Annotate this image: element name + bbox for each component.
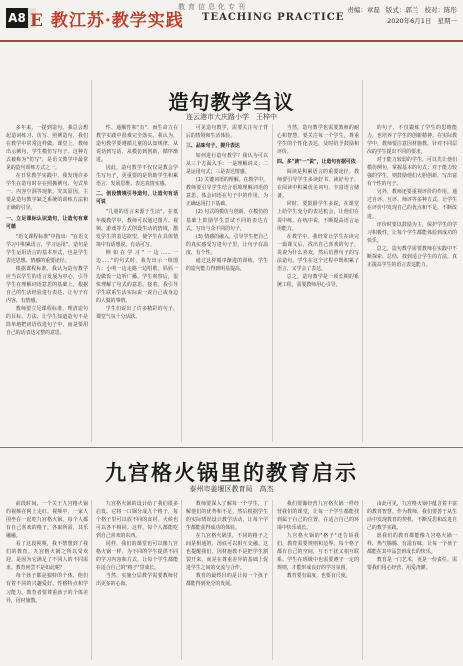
page-number: A8 — [6, 8, 28, 28]
body-paragraph: 在九宫格火锅里，不同的格子之间是相通的，汤底可以相互交融。这也提醒我们，因材施教不是把学生割裂开来，而是在尊重差异的基础上促进学生之间的交流与合作。 — [186, 533, 268, 572]
article1-column-5 — [367, 124, 457, 442]
body-paragraph: 阅读是积累语言的重要途径。教师要引导学生多读好书、读好句子，在阅读中积累优美词句，丰富语言储备。 — [277, 169, 359, 200]
body-paragraph: 学生们说出了许多精彩的句子，课堂气氛十分活跃。 — [96, 306, 178, 321]
article2-column-2 — [96, 500, 178, 660]
body-paragraph: 教育的最终目的是让每一个孩子都能得到充分的发展。 — [186, 573, 268, 588]
body-paragraph: 九宫格火锅的设计给了我们很多启发。它将一口锅分成九个格子，每个格子里可以放不同的食材，火候也可以各不相同。这样，每个人都能吃到自己喜欢的东西。 — [96, 501, 178, 540]
section-title: E 教江苏·教学实践 — [30, 11, 184, 31]
body-paragraph: 教育是一门艺术，更是一份责任，需要我们用心经营、用爱浇灌。 — [367, 557, 457, 572]
column-rule — [181, 500, 182, 660]
article1-column-1 — [6, 124, 88, 442]
issue-date — [343, 16, 457, 27]
proofread-credit: 校对：陈彤 — [424, 6, 457, 14]
article2-column-1 — [6, 500, 88, 660]
body-paragraph: 另外，教师还要重视评价的作用。通过自评、互评、师评等多种方式，让学生在评价中发现自己的优点和不足，不断改进。 — [367, 189, 457, 220]
body-paragraph: "语文课程标准"中指出："在语文学习中积累语言，学习运用"。造句是学生运用语言的基本形式，也是学生表达思想、情感的重要途径。 — [6, 233, 88, 264]
column-rule — [362, 500, 363, 660]
weekday-text: 星期一 — [437, 17, 457, 25]
body-paragraph: 例如在学习"一边……一边……"的句式时，我先出示一组图片：小明一边走路一边唱歌，妈妈一边做饭一边听广播。学生观察后，很快理解了句式的意思。接着，我引导学生联系生活实际说一说自己或身边的人做的事情。 — [96, 249, 178, 304]
article1-column-3 — [186, 124, 268, 442]
body-paragraph: 评价时要以鼓励为主，保护学生的学习积极性，让每个学生都能体验到成功的快乐。 — [367, 221, 457, 244]
body-paragraph: 看了这段视频，我不禁想到了我们的教育。九宫格火锅之所以受欢迎，是因为它满足了不同人的不同需求。教育何尝不是如此呢？ — [6, 541, 88, 572]
body-paragraph: (2) 句式的模仿与创新。在模仿的基础上鼓励学生尝试不同的表达方式，写出与众不同的句子。 — [186, 209, 268, 232]
section-title-en: TEACHING PRACTICE — [202, 12, 345, 23]
section-subheading: 一、立足课标认识造句，让造句有章可循 — [6, 215, 88, 230]
article2-column-5 — [367, 500, 457, 660]
body-paragraph: 教师要深入了解每一个学生，了解他们的优势和不足，然后根据学生的实际情况设计教学活动，让每个学生都能获得成功的体验。 — [186, 501, 268, 532]
article-separator — [0, 447, 463, 448]
header-meta — [343, 5, 457, 27]
body-paragraph: "儿童的语言来源于生活"。在低年级教学中，教师可以通过图片、视频、游戏等方式创设生动的情境，激发学生的表达欲望，使学生在具体情境中有话想说、有话可写。 — [96, 209, 178, 248]
article1-title: 造句教学刍议 — [168, 90, 295, 114]
body-paragraph: 我们要像经营九宫格火锅一样经营我们的课堂，让每一个学生都能找到属于自己的位置，在适合自己的环境中快乐成长。 — [277, 501, 359, 532]
article2-title: 九宫格火锅里的教育启示 — [105, 460, 358, 485]
body-paragraph: 由此可见，九宫格火锅中蕴含着丰富的教育智慧。作为教师，我们要善于从生活中发现教育的契机，不断反思和改进自己的教学实践。 — [367, 501, 457, 532]
body-paragraph: 的句子，不仅锻炼了学生的思维能力，也培养了学生的创新精神。在实际教学中，教师要注意因材施教，针对不同层次的学生提出不同的要求。 — [367, 125, 457, 156]
body-paragraph: 教师要立足课程标准，理清造句的目标、方法，让学生知道造句不是简单地把词语放进句子中，而是要用自己的话表达完整的意思。 — [6, 306, 88, 337]
body-paragraph: 因此，造句教学不仅仅是教会学生写句子，更重要的是帮助学生积累语言、发展思维、表达真情实感。 — [96, 165, 178, 188]
editor-credits — [343, 5, 457, 16]
page-header — [0, 0, 463, 42]
column-rule — [272, 124, 273, 442]
article1-byline: 连云港市大庆路小学 王梓中 — [186, 113, 277, 121]
article1-column-2 — [96, 124, 178, 442]
body-paragraph: 当然，造句教学也需要教师的耐心和智慧。要关注每一个学生，尊重学生的个性化表达，及时给予鼓励和评价。 — [277, 125, 359, 156]
article2-column-4 — [277, 500, 359, 660]
section-subheading: 四、多"读"一"说"，让造句有据可依 — [277, 159, 356, 166]
body-paragraph: 在日常教学实践中，我发现许多学生在造句时存在照搬例句、句式单一、内容空洞等现象。究其原因，主要是造句教学缺乏系统的训练方法和正确的引导。 — [6, 173, 88, 212]
section-motto: 教育信息化专刊 — [178, 3, 248, 11]
layout-credit: 版式：郭兰 — [385, 6, 419, 14]
date-text: 2020年6月1日 — [387, 17, 432, 25]
body-paragraph: 可见造句教学，需要关注句子背后的情境和生活体验。 — [186, 125, 268, 140]
column-rule — [272, 500, 273, 660]
body-paragraph: 总之，造句教学是一项长期的系统工程，需要教师用心引导。 — [277, 273, 359, 288]
body-paragraph: 同样，我们的课堂也可以像九宫格火锅一样，为不同的学生提供不同的学习内容和方式，让每个学生都能在适合自己的"格子"里成长。 — [96, 541, 178, 572]
body-paragraph: 总之，造句教学需要教师在实践中不断探索、总结，找到适合学生的方法，真正提高学生的语言表达能力。 — [367, 245, 457, 268]
article1-column-4 — [277, 124, 359, 442]
body-paragraph: 性、通顺性和"有"，而生命力在教学实践中很难完全落实。我认为，造句教学要遵循儿童的认知规律，从说话到写话，从模仿到创新，循序渐进。 — [96, 125, 178, 164]
body-paragraph: (3) 情感的融入。引导学生把自己的真实感受写进句子里，让句子有温度、有个性。 — [186, 233, 268, 256]
body-paragraph: (1) 关键词语的理解。在教学中，教师要引导学生结合语境理解词语的意思，体会词语在句子中的作用，为正确运用打下基础。 — [186, 177, 268, 208]
body-paragraph: 对于能力较弱的学生，可以先让他们模仿例句，掌握基本的句式；对于能力较强的学生，则鼓励他们大胆创新，写出富有个性的句子。 — [367, 157, 457, 188]
column-rule — [91, 80, 92, 442]
body-paragraph: 同时，要鼓励学生多说，在课堂上给学生充分的表达机会，让他们在说中练、在练中说，不断提高语言运用能力。 — [277, 201, 359, 232]
column-rule — [91, 500, 92, 660]
section-subheading: 三、品味句子，提升表达 — [186, 143, 240, 150]
column-rule — [362, 80, 363, 442]
body-paragraph: 如何进行造句教学？我认为可以从三个方面入手：一是理解词义；二是运用句式；三是表达情感。 — [186, 153, 268, 176]
editor-credit: 责编：章磊 — [347, 6, 380, 14]
body-paragraph: 通过这样循序渐进的训练，学生的造句能力得到明显提高。 — [186, 257, 268, 272]
article2-column-3 — [186, 500, 268, 660]
body-paragraph: 九宫格火锅的"格子"还告诉我们，教育需要规则和边界。每个格子都有自己的空间，互不干扰又相互联系。学生在班级中也需要遵守一定的规则，才能形成良好的学习氛围。 — [277, 533, 359, 572]
body-paragraph: 多年来，一提到造句，我总会想起造词练习、仿写、照例造句，我们在教学中常常这样做。课堂上，教师出示例句，学生模仿写句子。这种方式被称为"仿写"，是语文教学中最常见的造句训练方式之一。 — [6, 125, 88, 172]
column-rule — [181, 124, 182, 442]
body-paragraph: 前段时间，一个关于九宫格火锅的视频在网上走红。视频中，一家人围坐在一起吃九宫格火锅，每个人都有自己喜欢的格子，各取所需，其乐融融。 — [6, 501, 88, 540]
body-paragraph: 在教学中，我经常让学生在读完一篇课文后，找出自己喜欢的句子，说说为什么喜欢，然后仿照句子的写法造句。学生在这个过程中既积累了语言，又学会了表达。 — [277, 233, 359, 272]
section-subheading: 二、创设情境引导造句，让造句有话可说 — [96, 191, 178, 206]
body-paragraph: 当然，实施分层教学需要教师付出更多的心血。 — [96, 573, 178, 588]
body-paragraph: 根据课程标准，我认为造句教学应当以学生的语言发展为中心，引导学生在理解词语意思的基础上，根据自己的生活经验进行表达，让句子有内容、有情感。 — [6, 265, 88, 304]
body-paragraph: 每个孩子都是独特的个体，他们有着不同的兴趣爱好、性格特点和学习能力。教育者要尊重孩子的个体差异，因材施教。 — [6, 573, 88, 604]
article2-byline: 泰州市姜堰区教育局 高杰 — [189, 485, 274, 493]
body-paragraph: 教育要有温度，也要有尺度。 — [286, 573, 351, 580]
body-paragraph: 愿我们的教育都能像九宫格火锅一样，热气腾腾、有滋有味，让每一个孩子都能在其中品尝到成长的快乐。 — [367, 533, 457, 556]
header-rule — [0, 40, 463, 42]
